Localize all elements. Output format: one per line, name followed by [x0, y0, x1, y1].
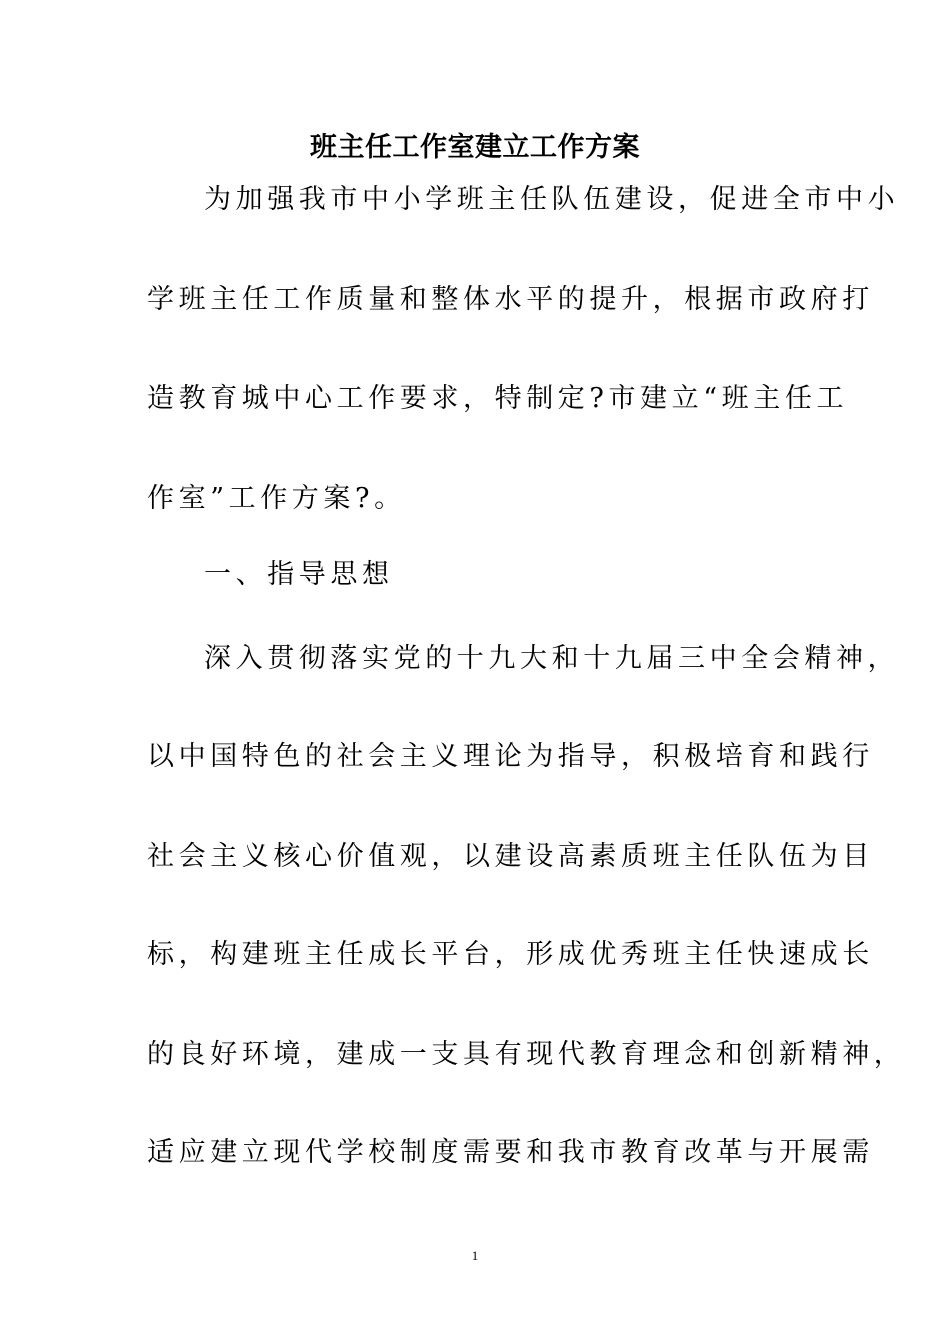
paragraph-line: 适应建立现代学校制度需要和我市教育改革与开展需 [147, 1137, 874, 1168]
document-title: 班主任工作室建立工作方案 [310, 132, 640, 163]
paragraph-line: 的良好环境，建成一支具有现代教育理念和创新精神， [147, 1039, 906, 1070]
paragraph-line: 学班主任工作质量和整体水平的提升，根据市政府打 [147, 284, 874, 315]
paragraph-line: 作室”工作方案?。 [147, 483, 406, 514]
paragraph-line: 标，构建班主任成长平台，形成优秀班主任快速成长 [147, 939, 874, 970]
page-number: 1 [471, 1248, 479, 1263]
paragraph-line: 为加强我市中小学班主任队伍建设，促进全市中小 [204, 184, 900, 215]
paragraph-line: 以中国特色的社会主义理论为指导，积极培育和践行 [147, 741, 874, 772]
section-heading: 一、指导思想 [204, 559, 394, 590]
paragraph-line: 社会主义核心价值观，以建设高素质班主任队伍为目 [147, 841, 874, 872]
paragraph-line: 造教育城中心工作要求，特制定?市建立“班主任工 [147, 383, 849, 414]
paragraph-line: 深入贯彻落实党的十九大和十九届三中全会精神， [204, 643, 900, 674]
